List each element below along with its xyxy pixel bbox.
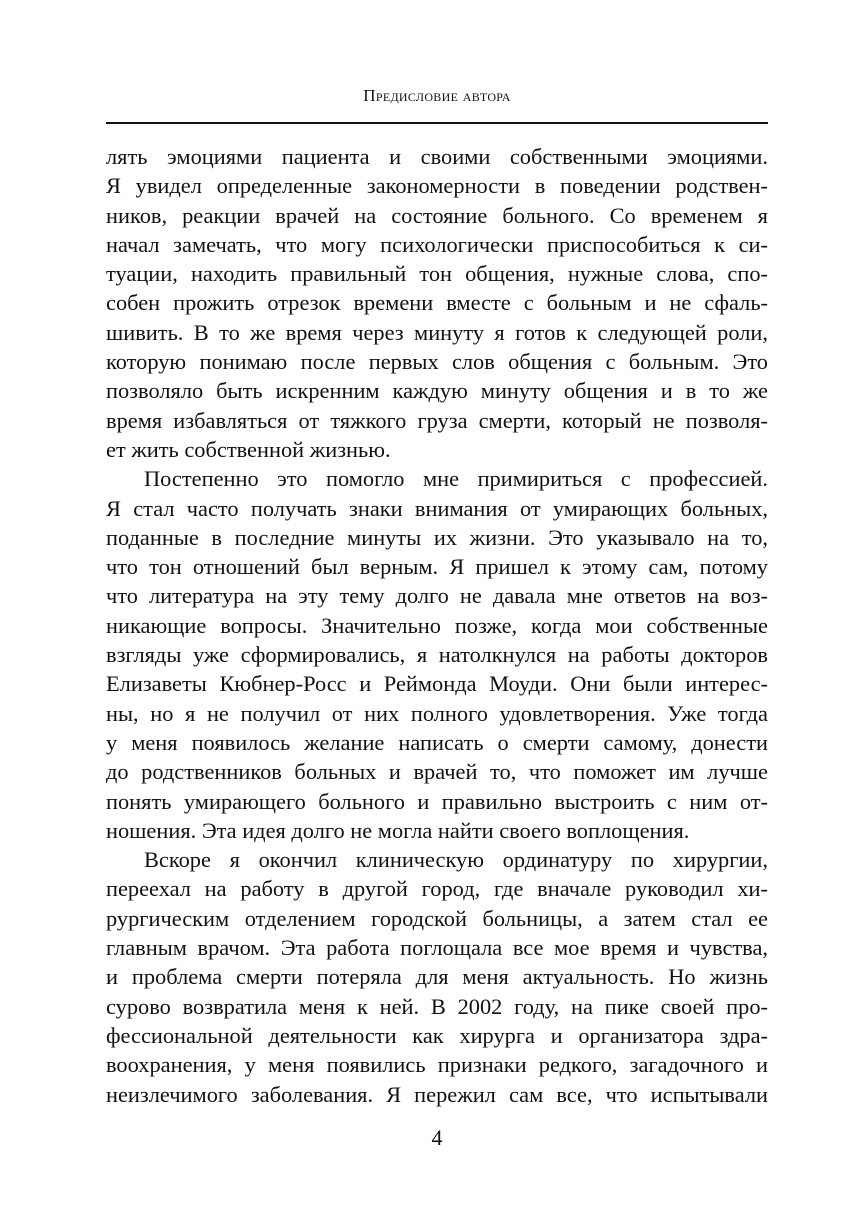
text-line: ношения. Эта идея долго не могла найти своего воплощения. — [106, 817, 690, 843]
text-line: ет жить собственной жизнью. — [106, 436, 391, 462]
text-line: никающие вопросы. Значительно позже, когда мои собственные — [106, 612, 768, 638]
text-line: рургическим отделением городской больницы, а затем стал ее — [106, 905, 768, 931]
text-line: неизлечимого заболевания. Я пережил сам все, что испытывали — [106, 1081, 768, 1107]
page-number: 4 — [431, 1125, 443, 1150]
body-text — [106, 142, 768, 1109]
text-line: Я увидел определенные закономерности в поведении родствен- — [106, 173, 768, 199]
text-line: у меня появилось желание написать о смерти самому, донести — [106, 729, 768, 755]
text-line: позволяло быть искренним каждую минуту общения и в то же — [106, 378, 768, 404]
text-line: и проблема смерти потеряла для меня актуальность. Но жизнь — [106, 964, 768, 990]
text-line: что литература на эту тему долго не давала мне ответов на воз- — [106, 583, 768, 609]
text-line: переехал на работу в другой город, где вначале руководил хи- — [106, 876, 768, 902]
text-line: взгляды уже сформировались, я натолкнулся на работы докторов — [106, 642, 768, 668]
text-line: что тон отношений был верным. Я пришел к этому сам, потому — [106, 554, 768, 580]
text-line: время избавляться от тяжкого груза смерти, который не позволя- — [106, 407, 768, 433]
text-line: Елизаветы Кюбнер-Росс и Реймонда Моуди. Они были интерес- — [106, 671, 768, 697]
running-head: Предисловие автора — [363, 86, 511, 105]
text-line: собен прожить отрезок времени вместе с больным и не сфаль- — [106, 290, 768, 316]
paragraph — [106, 464, 768, 845]
text-line: воохранения, у меня появились признаки редкого, загадочного и — [106, 1052, 768, 1078]
text-line: туации, находить правильный тон общения, нужные слова, спо- — [106, 261, 768, 287]
text-line: которую понимаю после первых слов общения с больным. Это — [106, 349, 768, 375]
paragraph — [106, 142, 768, 464]
text-line: начал замечать, что могу психологически приспособиться к си- — [106, 231, 768, 257]
text-line: фессиональной деятельности как хирурга и организатора здра- — [106, 1022, 768, 1048]
text-line: Вскоре я окончил клиническую ординатуру по хирургии, — [144, 847, 768, 873]
text-line: сурово возвратила меня к ней. В 2002 году, на пике своей про- — [106, 993, 768, 1019]
header-rule — [106, 122, 768, 124]
text-line: понять умирающего больного и правильно выстроить с ним от- — [106, 788, 768, 814]
text-line: до родственников больных и врачей то, что поможет им лучше — [106, 759, 768, 785]
text-line: поданные в последние минуты их жизни. Это указывало на то, — [106, 524, 768, 550]
text-line: Я стал часто получать знаки внимания от умирающих больных, — [106, 495, 768, 521]
text-line: главным врачом. Эта работа поглощала все мое время и чувства, — [106, 935, 768, 961]
text-line: шивить. В то же время через минуту я готов к следующей роли, — [106, 319, 768, 345]
text-line: лять эмоциями пациента и своими собственными эмоциями. — [106, 144, 768, 169]
text-line: ны, но я не получил от них полного удовлетворения. Уже тогда — [106, 700, 768, 726]
text-line: Постепенно это помогло мне примириться с профессией. — [144, 466, 768, 492]
paragraph — [106, 845, 768, 1109]
text-line: ников, реакции врачей на состояние больного. Со временем я — [106, 202, 768, 228]
